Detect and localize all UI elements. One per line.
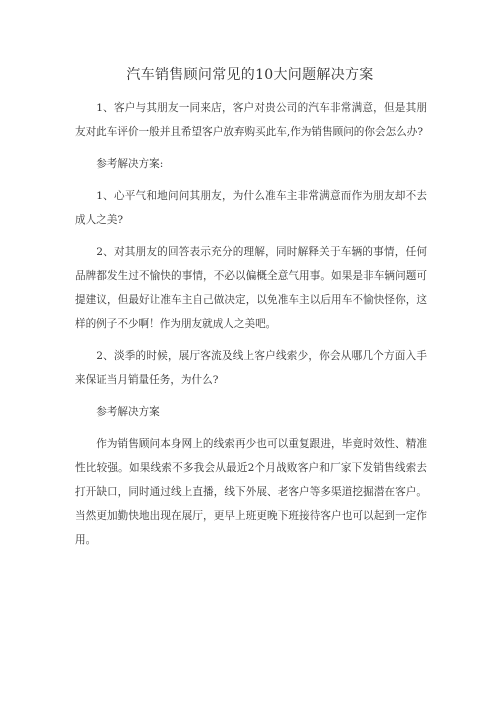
solution-point-2: 2、对其朋友的回答表示充分的理解，同时解释关于车辆的事情，任何品牌都发生过不愉快的事情，不必以偏概全意气用事。如果是非车辆问题可提建议，但最好让准车主自己做决定，以免准车主以后用车不愉快怪你，这样的例子不少啊！作为朋友就成人之美吧。	[75, 246, 427, 330]
document-title: 汽车销售顾问常见的10大问题解决方案	[126, 67, 374, 83]
solution-paragraph: 作为销售顾问本身网上的线索再少也可以重复跟进，毕竟时效性、精准性比较强。如果线索不多我会从最近2个月战败客户和厂家下发销售线索去打开缺口，同时通过线上直播，线下外展、老客户等多渠道挖掘潜在客户。当然更加勤快地出现在展厅，更早上班更晚下班接待客户也可以起到一定作用。	[75, 438, 427, 546]
solution-point-1: 1、心平气和地问问其朋友，为什么准车主非常满意而作为朋友却不去成人之美?	[75, 190, 427, 226]
solution-heading: 参考解决方案	[96, 406, 160, 418]
question-1-paragraph: 1、客户与其朋友一同来店，客户对贵公司的汽车非常满意，但是其朋友对此车评价一般并且希望客户放弃购买此车,作为销售顾问的你会怎么办?	[75, 102, 427, 138]
question-2-paragraph: 2、淡季的时候，展厅客流及线上客户线索少，你会从哪几个方面入手来保证当月销量任务，为什么?	[75, 350, 427, 386]
solution-heading: 参考解决方案:	[96, 158, 164, 170]
document-body	[75, 96, 427, 552]
